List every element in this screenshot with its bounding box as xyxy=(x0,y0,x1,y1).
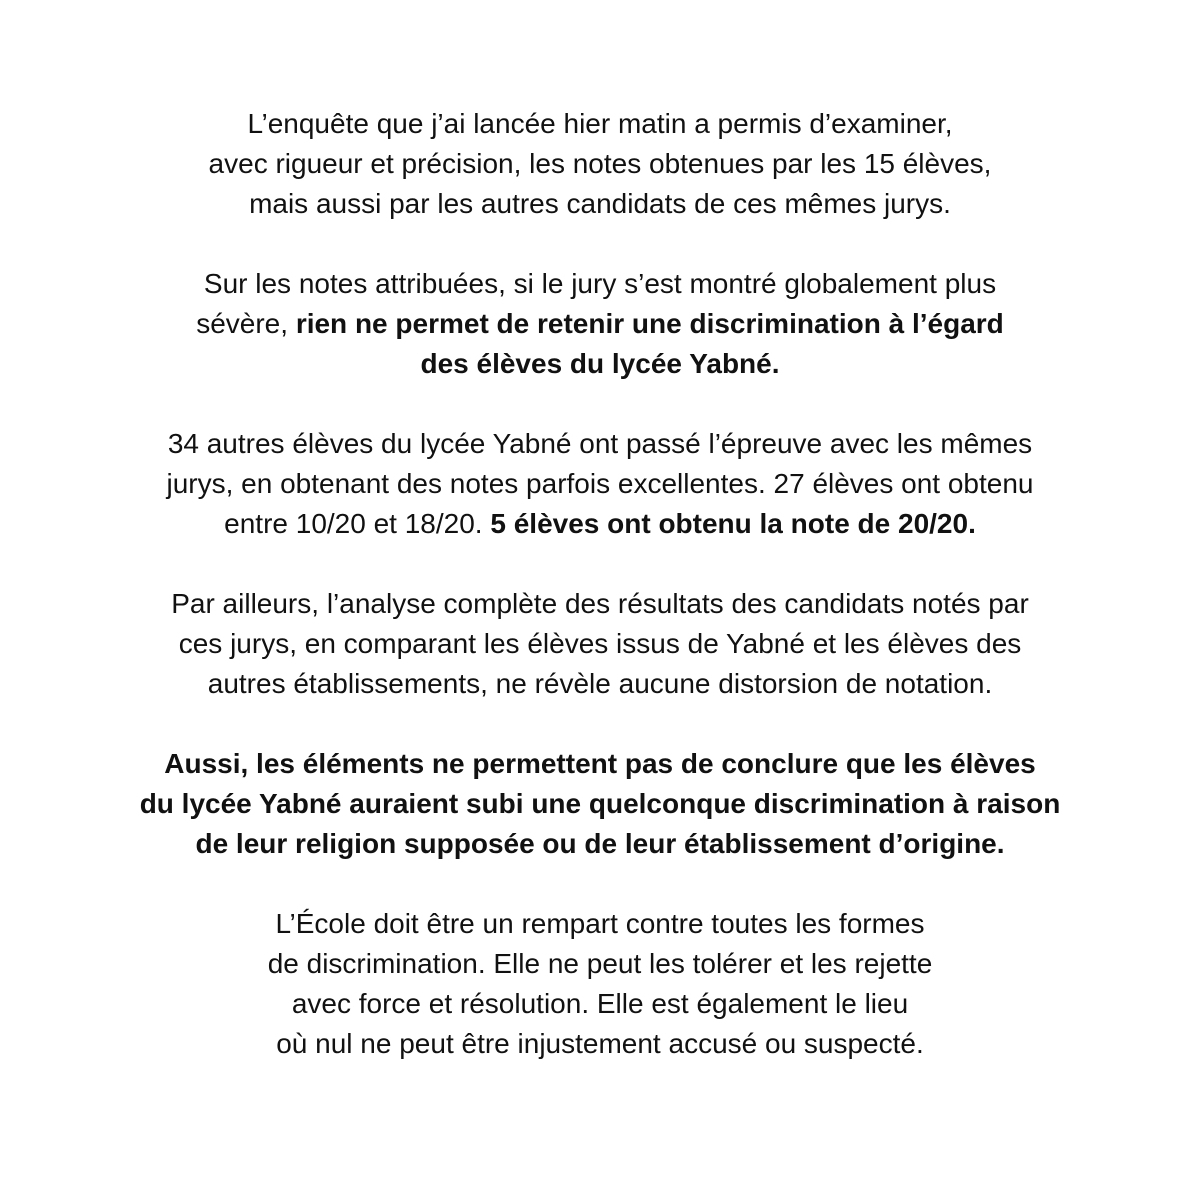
text-fragment: sévère, xyxy=(196,308,296,339)
paragraph-conclusion xyxy=(60,744,1140,864)
text-line-mixed xyxy=(60,504,1140,544)
text-line: Sur les notes attribuées, si le jury s’est montré globalement plus xyxy=(203,268,997,299)
emphasis-text: des élèves du lycée Yabné. xyxy=(420,348,780,379)
emphasis-text: 5 élèves ont obtenu la note de 20/20. xyxy=(490,508,976,539)
paragraph-investigation xyxy=(60,104,1140,224)
text-line: L’enquête que j’ai lancée hier matin a permis d’examiner, xyxy=(247,108,953,139)
paragraph-grades xyxy=(60,264,1140,384)
text-line: mais aussi par les autres candidats de ces mêmes jurys. xyxy=(249,188,951,219)
paragraph-other-students xyxy=(60,424,1140,544)
text-line: où nul ne peut être injustement accusé ou suspecté. xyxy=(276,1028,924,1059)
statement-text xyxy=(60,104,1140,1064)
paragraph-analysis xyxy=(60,584,1140,704)
text-line: Par ailleurs, l’analyse complète des résultats des candidats notés par xyxy=(171,588,1029,619)
text-line-mixed xyxy=(60,304,1140,344)
text-line: avec force et résolution. Elle est également le lieu xyxy=(291,988,909,1019)
emphasis-text: rien ne permet de retenir une discrimination à l’égard xyxy=(295,308,1004,339)
text-line: jurys, en obtenant des notes parfois excellentes. 27 élèves ont obtenu xyxy=(166,468,1034,499)
paragraph-school-values xyxy=(60,904,1140,1064)
text-fragment: entre 10/20 et 18/20. xyxy=(224,508,491,539)
text-line: du lycée Yabné auraient subi une quelconque discrimination à raison xyxy=(139,788,1061,819)
text-line: 34 autres élèves du lycée Yabné ont passé l’épreuve avec les mêmes xyxy=(167,428,1033,459)
text-line: Aussi, les éléments ne permettent pas de conclure que les élèves xyxy=(164,748,1036,779)
text-line: autres établissements, ne révèle aucune distorsion de notation. xyxy=(207,668,993,699)
text-line: de discrimination. Elle ne peut les tolérer et les rejette xyxy=(267,948,933,979)
text-line: de leur religion supposée ou de leur établissement d’origine. xyxy=(195,828,1005,859)
text-line: ces jurys, en comparant les élèves issus de Yabné et les élèves des xyxy=(178,628,1022,659)
text-line: avec rigueur et précision, les notes obtenues par les 15 élèves, xyxy=(208,148,992,179)
text-line: L’École doit être un rempart contre toutes les formes xyxy=(275,908,925,939)
